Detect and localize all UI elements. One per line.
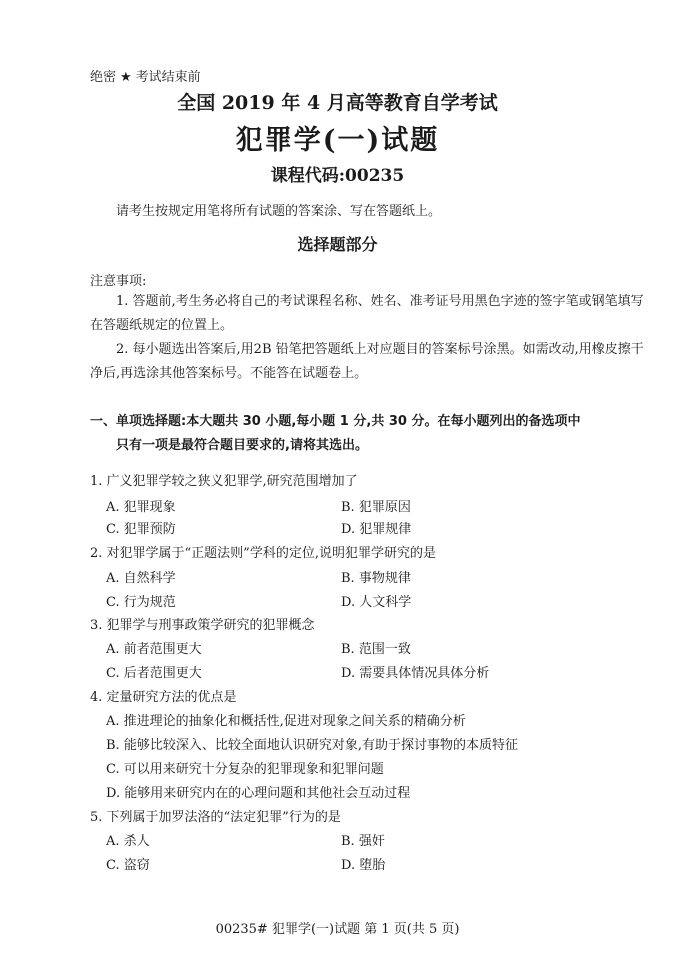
part-one-line-2: 只有一项是最符合题目要求的,请将其选出。 bbox=[116, 438, 368, 453]
question-4-option-c: C. 可以用来研究十分复杂的犯罪现象和犯罪问题 bbox=[106, 762, 384, 777]
question-3-option-b: B. 范围一致 bbox=[341, 642, 411, 657]
star-icon: ★ bbox=[120, 70, 132, 85]
question-5-option-d: D. 堕胎 bbox=[341, 858, 386, 873]
page-footer: 00235# 犯罪学(一)试题 第 1 页(共 5 页) bbox=[215, 922, 460, 937]
question-5-option-a: A. 杀人 bbox=[106, 834, 150, 849]
question-4-option-b: B. 能够比较深入、比较全面地认识研究对象,有助于探讨事物的本质特征 bbox=[106, 738, 518, 753]
notice-heading: 注意事项: bbox=[90, 274, 147, 289]
question-5-option-c: C. 盗窃 bbox=[106, 858, 150, 873]
notice-item-1: 1. 答题前,考生务必将自己的考试课程名称、姓名、准考证号用黑色字迹的签字笔或钢笔填写在答题纸规定的位置上。 bbox=[90, 294, 644, 333]
section-heading: 选择题部分 bbox=[297, 235, 378, 254]
question-2-stem: 2. 对犯罪学属于“正题法则”学科的定位,说明犯罪学研究的是 bbox=[90, 546, 436, 561]
part-one-line-1: 一、单项选择题:本大题共 30 小题,每小题 1 分,共 30 分。在每小题列出的备选项中 bbox=[90, 414, 581, 429]
secret-text: 绝密 bbox=[90, 70, 117, 85]
question-2-option-d: D. 人文科学 bbox=[341, 595, 412, 610]
question-3-option-d: D. 需要具体情况具体分析 bbox=[341, 666, 490, 681]
question-5-stem: 5. 下列属于加罗法洛的“法定犯罪”行为的是 bbox=[90, 810, 341, 825]
secret-suffix: 考试结束前 bbox=[135, 70, 201, 85]
question-4-option-d: D. 能够用来研究内在的心理问题和其他社会互动过程 bbox=[106, 786, 411, 801]
question-4-stem: 4. 定量研究方法的优点是 bbox=[90, 690, 237, 705]
question-3-option-c: C. 后者范围更大 bbox=[106, 666, 202, 681]
question-1-option-b: B. 犯罪原因 bbox=[341, 500, 411, 515]
question-3-option-a: A. 前者范围更大 bbox=[106, 642, 202, 657]
question-4-option-a: A. 推进理论的抽象化和概括性,促进对现象之间关系的精确分析 bbox=[106, 714, 466, 729]
answer-instruction: 请考生按规定用笔将所有试题的答案涂、写在答题纸上。 bbox=[116, 204, 442, 219]
question-1-option-a: A. 犯罪现象 bbox=[106, 500, 176, 515]
confidential-label bbox=[90, 66, 201, 85]
notice-item-2: 2. 每小题选出答案后,用2B 铅笔把答题纸上对应题目的答案标号涂黑。如需改动,用橡皮擦干净后,再选涂其他答案标号。不能答在试题卷上。 bbox=[90, 342, 644, 381]
question-5-option-b: B. 强奸 bbox=[341, 834, 385, 849]
question-2-option-c: C. 行为规范 bbox=[106, 595, 176, 610]
course-code: 课程代码:00235 bbox=[270, 166, 405, 186]
part-one-heading bbox=[90, 410, 650, 458]
question-2-option-a: A. 自然科学 bbox=[106, 571, 176, 586]
question-1-stem: 1. 广义犯罪学较之狭义犯罪学,研究范围增加了 bbox=[90, 474, 358, 489]
question-1-option-d: D. 犯罪规律 bbox=[341, 522, 412, 537]
question-3-stem: 3. 犯罪学与刑事政策学研究的犯罪概念 bbox=[90, 618, 315, 633]
question-1-option-c: C. 犯罪预防 bbox=[106, 522, 176, 537]
exam-title: 全国 2019 年 4 月高等教育自学考试 bbox=[177, 92, 498, 114]
question-2-option-b: B. 事物规律 bbox=[341, 571, 411, 586]
paper-title: 犯罪学(一)试题 bbox=[235, 125, 440, 156]
